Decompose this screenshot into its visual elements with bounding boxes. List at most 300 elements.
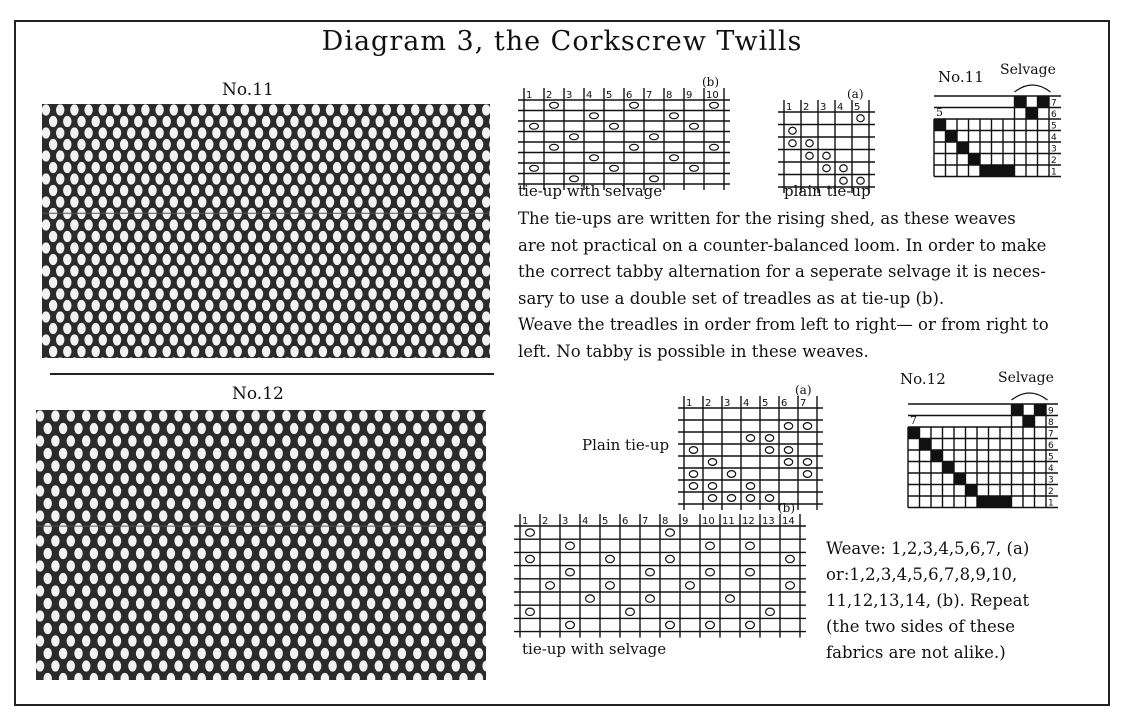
fabric-dot xyxy=(221,435,229,446)
fabric-dot xyxy=(405,635,413,646)
fabric-dot xyxy=(432,300,440,311)
fabric-dot xyxy=(99,219,107,230)
fabric-dot xyxy=(340,242,348,253)
fabric-dot xyxy=(248,323,256,334)
fabric-dot xyxy=(367,473,375,484)
fabric-dot xyxy=(259,598,267,609)
fabric-dot xyxy=(267,585,275,596)
threading-no11-selvage-label: Selvage xyxy=(1000,62,1056,78)
tieup-mark xyxy=(803,423,811,430)
fabric-dot xyxy=(447,231,455,242)
fabric-dot xyxy=(398,448,406,459)
fabric-dot xyxy=(144,560,152,571)
fabric-dot xyxy=(97,410,105,421)
fabric-dot xyxy=(67,560,75,571)
fabric-dot xyxy=(155,127,163,138)
shaft-number: 4 xyxy=(1051,133,1057,143)
fabric-dot xyxy=(468,242,476,253)
fabric-dot xyxy=(248,277,256,288)
fabric-dot xyxy=(432,116,440,127)
fabric-dot xyxy=(459,523,467,534)
fabric-dot xyxy=(404,254,412,265)
fabric-dot xyxy=(241,334,249,345)
shaft-number: 8 xyxy=(1048,418,1054,428)
threading-mark xyxy=(992,165,1004,177)
tieup-mark xyxy=(570,134,579,140)
weave-note-line: 11,12,13,14, (b). Repeat xyxy=(826,591,1030,610)
tieup-mark xyxy=(530,165,539,171)
fabric-dot xyxy=(398,623,406,634)
fabric-dot xyxy=(418,139,426,150)
fabric-dot xyxy=(352,548,360,559)
fabric-dot xyxy=(452,435,460,446)
fabric-dot xyxy=(134,346,142,357)
tieup-mark xyxy=(666,555,675,562)
fabric-dot xyxy=(454,104,462,115)
fabric-dot xyxy=(148,185,156,196)
fabric-dot xyxy=(90,423,98,434)
fabric-dot xyxy=(411,104,419,115)
fabric-dot xyxy=(151,548,159,559)
fabric-dot xyxy=(429,573,437,584)
fabric-dot xyxy=(352,423,360,434)
fabric-dot xyxy=(221,635,229,646)
fabric-dot xyxy=(475,277,483,288)
fabric-dot xyxy=(413,448,421,459)
fabric-dot xyxy=(120,185,128,196)
threading-mark xyxy=(969,154,981,166)
fabric-dot xyxy=(63,185,71,196)
fabric-dot xyxy=(42,334,50,345)
fabric-dot xyxy=(120,300,128,311)
fabric-dot xyxy=(452,610,460,621)
fabric-dot xyxy=(376,116,384,127)
fabric-dot xyxy=(447,254,455,265)
fabric-dot xyxy=(51,660,59,671)
fabric-dot xyxy=(141,219,149,230)
tieup-mark xyxy=(566,542,575,549)
fabric-dot xyxy=(128,410,136,421)
threading-no12-selvage-label: Selvage xyxy=(998,370,1054,386)
fabric-dot xyxy=(134,323,142,334)
fabric-dot xyxy=(191,323,199,334)
fabric-dot xyxy=(205,254,213,265)
fabric-dot xyxy=(174,585,182,596)
fabric-dot xyxy=(397,334,405,345)
fabric-dot xyxy=(319,346,327,357)
fabric-dot xyxy=(136,498,144,509)
fabric-dot xyxy=(128,610,136,621)
fabric-dot xyxy=(228,523,236,534)
fabric-dot xyxy=(425,288,433,299)
fabric-dot xyxy=(212,242,220,253)
fabric-dot xyxy=(77,231,85,242)
treadle-number: 3 xyxy=(820,102,827,113)
tieup-selvage-draft-top xyxy=(518,75,733,186)
fabric-dot xyxy=(127,150,135,161)
tieup-mark xyxy=(690,165,699,171)
fabric-dot xyxy=(359,585,367,596)
fabric-dot xyxy=(177,323,185,334)
fabric-dot xyxy=(198,548,206,559)
fabric-dot xyxy=(63,139,71,150)
fabric-dot xyxy=(321,623,329,634)
fabric-dot xyxy=(163,254,171,265)
fabric-dot xyxy=(336,473,344,484)
fabric-dot xyxy=(444,648,452,659)
fabric-dot xyxy=(375,660,383,671)
fabric-dot xyxy=(467,510,475,521)
fabric-dot xyxy=(213,648,221,659)
fabric-dot xyxy=(251,560,259,571)
tieup-mark xyxy=(670,155,679,161)
fabric-dot xyxy=(340,150,348,161)
fabric-dot xyxy=(251,635,259,646)
treadle-number: 5 xyxy=(602,516,609,527)
photo-divider xyxy=(50,373,494,375)
fabric-dot xyxy=(269,150,277,161)
fabric-dot xyxy=(177,300,185,311)
fabric-dot xyxy=(368,265,376,276)
threading-mark xyxy=(920,439,932,451)
fabric-dot xyxy=(432,185,440,196)
tieup-mark xyxy=(765,495,773,502)
fabric-dot xyxy=(205,510,213,521)
fabric-dot xyxy=(174,535,182,546)
fabric-dot xyxy=(376,323,384,334)
fabric-dot xyxy=(298,560,306,571)
fabric-dot xyxy=(219,162,227,173)
fabric-dot xyxy=(312,242,320,253)
fabric-dot xyxy=(321,548,329,559)
fabric-dot xyxy=(97,635,105,646)
tieup-mark xyxy=(840,165,847,172)
fabric-dot xyxy=(84,265,92,276)
fabric-dot xyxy=(226,242,234,253)
fabric-dot xyxy=(205,116,213,127)
fabric-dot xyxy=(383,334,391,345)
fabric-dot xyxy=(467,460,475,471)
fabric-dot xyxy=(368,104,376,115)
fabric-dot xyxy=(170,288,178,299)
fabric-dot xyxy=(432,346,440,357)
fabric-dot xyxy=(326,311,334,322)
fabric-dot xyxy=(282,635,290,646)
fabric-dot xyxy=(244,648,252,659)
fabric-dot xyxy=(344,635,352,646)
fabric-dot xyxy=(127,219,135,230)
fabric-dot xyxy=(90,623,98,634)
fabric-dot xyxy=(82,660,90,671)
fabric-dot xyxy=(283,334,291,345)
fabric-dot xyxy=(390,116,398,127)
fabric-dot xyxy=(429,523,437,534)
fabric-dot xyxy=(97,610,105,621)
fabric-dot xyxy=(328,510,336,521)
fabric-dot xyxy=(159,410,167,421)
fabric-dot xyxy=(163,323,171,334)
fabric-dot xyxy=(105,648,113,659)
fabric-dot xyxy=(283,219,291,230)
fabric-dot xyxy=(99,334,107,345)
fabric-dot xyxy=(213,573,221,584)
fabric-dot xyxy=(155,196,163,207)
fabric-dot xyxy=(163,277,171,288)
fabric-dot xyxy=(205,485,213,496)
fabric-dot xyxy=(113,560,121,571)
fabric-dot xyxy=(305,648,313,659)
fabric-dot xyxy=(475,498,483,509)
fabric-dot xyxy=(74,548,82,559)
fabric-dot xyxy=(77,254,85,265)
fabric-dot xyxy=(436,585,444,596)
fabric-dot xyxy=(383,265,391,276)
treadle-number: 12 xyxy=(742,516,755,527)
fabric-dot xyxy=(248,254,256,265)
fabric-dot xyxy=(221,610,229,621)
fabric-dot xyxy=(184,127,192,138)
fabric-dot xyxy=(212,150,220,161)
fabric-dot xyxy=(198,473,206,484)
fabric-dot xyxy=(321,448,329,459)
fabric-dot xyxy=(49,231,57,242)
fabric-dot xyxy=(398,598,406,609)
threading-draft-no12 xyxy=(904,380,1074,510)
fabric-dot xyxy=(319,116,327,127)
fabric-dot xyxy=(290,254,298,265)
fabric-dot xyxy=(155,219,163,230)
fabric-dot xyxy=(174,635,182,646)
fabric-dot xyxy=(159,535,167,546)
fabric-dot xyxy=(190,435,198,446)
fabric-dot xyxy=(405,660,413,671)
tieup-mark xyxy=(646,595,655,602)
fabric-dot xyxy=(475,448,483,459)
fabric-dot xyxy=(305,523,313,534)
tieup-mark xyxy=(689,471,697,478)
fabric-dot xyxy=(255,334,263,345)
fabric-dot xyxy=(167,598,175,609)
fabric-dot xyxy=(425,334,433,345)
fabric-dot xyxy=(382,448,390,459)
fabric-dot xyxy=(383,311,391,322)
fabric-dot xyxy=(74,598,82,609)
fabric-dot xyxy=(213,548,221,559)
fabric-dot xyxy=(121,548,129,559)
fabric-dot xyxy=(275,473,283,484)
fabric-dot xyxy=(468,127,476,138)
fabric-dot xyxy=(321,473,329,484)
fabric-dot xyxy=(184,104,192,115)
fabric-dot xyxy=(411,288,419,299)
tieup-mark xyxy=(708,495,716,502)
fabric-dot xyxy=(228,573,236,584)
treadle-number: 8 xyxy=(666,90,673,101)
fabric-dot xyxy=(148,139,156,150)
fabric-dot xyxy=(347,323,355,334)
fabric-dot xyxy=(226,127,234,138)
treadle-number: 4 xyxy=(586,90,593,101)
fabric-dot xyxy=(398,648,406,659)
fabric-dot xyxy=(205,162,213,173)
fabric-dot xyxy=(397,288,405,299)
treadle-number: 1 xyxy=(686,398,693,409)
fabric-dot xyxy=(421,510,429,521)
fabric-dot xyxy=(454,265,462,276)
fabric-dot xyxy=(454,219,462,230)
fabric-dot xyxy=(134,254,142,265)
fabric-dot xyxy=(213,473,221,484)
fabric-dot xyxy=(347,254,355,265)
fabric-dot xyxy=(397,127,405,138)
fabric-dot xyxy=(212,196,220,207)
fabric-dot xyxy=(390,410,398,421)
tieup-mark xyxy=(803,459,811,466)
fabric-dot xyxy=(321,573,329,584)
fabric-dot xyxy=(269,242,277,253)
fabric-dot xyxy=(120,323,128,334)
fabric-dot xyxy=(421,535,429,546)
fabric-dot xyxy=(248,231,256,242)
fabric-dot xyxy=(390,162,398,173)
fabric-dot xyxy=(56,311,64,322)
fabric-dot xyxy=(155,288,163,299)
fabric-dot xyxy=(290,498,298,509)
fabric-dot xyxy=(241,196,249,207)
fabric-dot xyxy=(262,254,270,265)
fabric-dot xyxy=(113,219,121,230)
fabric-dot xyxy=(275,648,283,659)
fabric-dot xyxy=(429,473,437,484)
fabric-dot xyxy=(136,573,144,584)
fabric-dot xyxy=(375,485,383,496)
fabric-dot xyxy=(213,623,221,634)
fabric-dot xyxy=(59,523,67,534)
fabric-dot xyxy=(461,139,469,150)
fabric-dot xyxy=(56,150,64,161)
fabric-dot xyxy=(241,127,249,138)
fabric-dot xyxy=(267,610,275,621)
fabric-dot xyxy=(390,254,398,265)
fabric-dot xyxy=(267,660,275,671)
fabric-dot xyxy=(59,448,67,459)
fabric-dot xyxy=(259,573,267,584)
fabric-dot xyxy=(413,498,421,509)
tieup-mark xyxy=(726,595,735,602)
treadle-number: 3 xyxy=(562,516,569,527)
fabric-dot xyxy=(459,648,467,659)
fabric-dot xyxy=(90,648,98,659)
tieup-mark xyxy=(526,529,535,536)
fabric-dot xyxy=(190,410,198,421)
fabric-dot xyxy=(42,127,50,138)
threading-no11-label: No.11 xyxy=(938,68,984,86)
fabric-dot xyxy=(283,311,291,322)
fabric-dot xyxy=(219,346,227,357)
fabric-dot xyxy=(447,162,455,173)
fabric-dot xyxy=(121,448,129,459)
fabric-dot xyxy=(174,435,182,446)
fabric-dot xyxy=(63,162,71,173)
fabric-dot xyxy=(128,460,136,471)
fabric-dot xyxy=(383,150,391,161)
fabric-dot xyxy=(151,623,159,634)
fabric-dot xyxy=(267,435,275,446)
fabric-dot xyxy=(290,523,298,534)
shaft-number: 6 xyxy=(1051,110,1057,120)
fabric-dot xyxy=(418,254,426,265)
fabric-dot xyxy=(184,219,192,230)
fabric-dot xyxy=(221,535,229,546)
fabric-dot xyxy=(106,116,114,127)
fabric-dot xyxy=(297,311,305,322)
fabric-dot xyxy=(305,448,313,459)
tieup-mark xyxy=(766,608,775,615)
fabric-dot xyxy=(425,311,433,322)
fabric-dot xyxy=(276,185,284,196)
fabric-dot xyxy=(475,116,483,127)
fabric-dot xyxy=(241,242,249,253)
fabric-dot xyxy=(321,523,329,534)
fabric-dot xyxy=(383,196,391,207)
fabric-dot xyxy=(228,648,236,659)
fabric-dot xyxy=(276,277,284,288)
fabric-dot xyxy=(290,277,298,288)
tieup-mark xyxy=(710,144,719,150)
fabric-dot xyxy=(359,660,367,671)
fabric-dot xyxy=(459,598,467,609)
fabric-dot xyxy=(454,150,462,161)
fabric-dot xyxy=(190,485,198,496)
fabric-dot xyxy=(170,265,178,276)
tieup-mark xyxy=(746,495,754,502)
fabric-dot xyxy=(475,473,483,484)
threading-mark xyxy=(1003,165,1015,177)
fabric-dot xyxy=(361,323,369,334)
fabric-dot xyxy=(182,598,190,609)
fabric-dot xyxy=(92,300,100,311)
fabric-dot xyxy=(336,648,344,659)
fabric-dot xyxy=(375,410,383,421)
fabric-dot xyxy=(198,219,206,230)
treadle-number: 11 xyxy=(722,516,735,527)
shaft-number: 1 xyxy=(1051,167,1057,178)
fabric-dot xyxy=(44,523,52,534)
fabric-dot xyxy=(454,196,462,207)
fabric-dot xyxy=(475,139,483,150)
fabric-dot xyxy=(333,254,341,265)
fabric-dot xyxy=(205,410,213,421)
fabric-dot xyxy=(375,585,383,596)
fabric-dot xyxy=(452,635,460,646)
fabric-dot xyxy=(198,523,206,534)
fabric-dot xyxy=(361,346,369,357)
fabric-dot xyxy=(305,185,313,196)
fabric-dot xyxy=(467,410,475,421)
fabric-dot xyxy=(141,104,149,115)
fabric-dot xyxy=(333,300,341,311)
fabric-dot xyxy=(205,323,213,334)
treadle-number: 6 xyxy=(622,516,629,527)
fabric-dot xyxy=(333,139,341,150)
tieup-mark xyxy=(530,123,539,129)
tieup-mark xyxy=(803,471,811,478)
fabric-dot xyxy=(413,423,421,434)
selvage-mark xyxy=(1038,96,1050,108)
treadle-number: 2 xyxy=(546,90,553,101)
fabric-dot xyxy=(84,173,92,184)
fabric-dot xyxy=(376,277,384,288)
